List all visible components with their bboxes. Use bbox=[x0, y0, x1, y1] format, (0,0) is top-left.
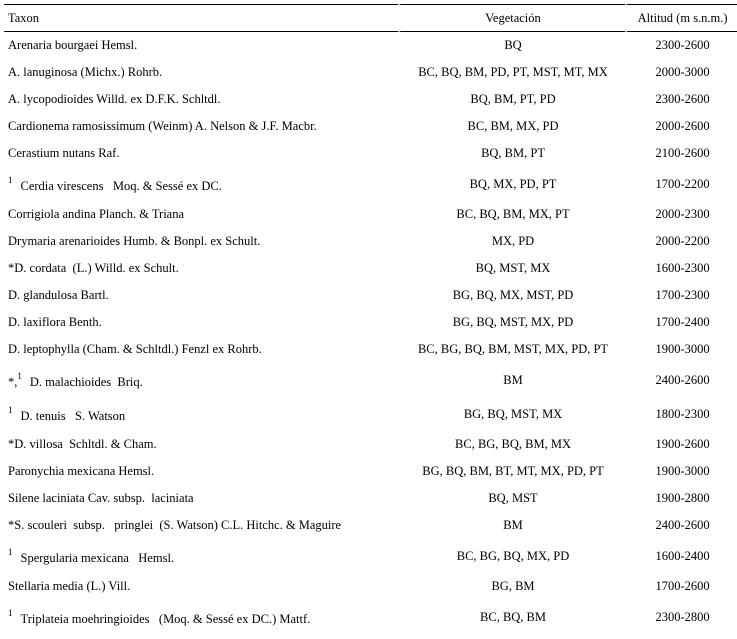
footnote-marker: 1 bbox=[17, 370, 22, 381]
cell-taxon bbox=[4, 86, 398, 113]
table-row bbox=[4, 113, 737, 140]
taxon-prefix: *, bbox=[8, 374, 18, 389]
cell-altitude: 2300-2600 bbox=[625, 86, 737, 113]
cell-altitude: 2000-2200 bbox=[625, 228, 737, 255]
table-row bbox=[4, 282, 737, 309]
table-row bbox=[4, 228, 737, 255]
cell-vegetation: BC, BQ, BM, PD, PT, MST, MT, MX bbox=[398, 59, 625, 86]
taxon-name: Triplateia moehringioides (Moq. & Sessé ex DC.) Mattf. bbox=[20, 611, 311, 626]
table-row bbox=[4, 255, 737, 282]
cell-vegetation: BG, BQ, BM, BT, MT, MX, PD, PT bbox=[398, 458, 625, 485]
cell-altitude: 1700-2300 bbox=[625, 282, 737, 309]
cell-altitude: 2000-3000 bbox=[625, 59, 737, 86]
cell-altitude: 1700-2400 bbox=[625, 309, 737, 336]
table-row bbox=[4, 431, 737, 458]
cell-vegetation: BQ, MX, PD, PT bbox=[398, 167, 625, 201]
cell-altitude: 2100-2600 bbox=[625, 140, 737, 167]
taxon-name: D. laxiflora Benth. bbox=[8, 315, 102, 329]
taxon-name: *D. villosa Schltdl. & Cham. bbox=[8, 437, 157, 451]
table-row bbox=[4, 573, 737, 600]
cell-vegetation: MX, PD bbox=[398, 228, 625, 255]
taxon-name: Silene laciniata Cav. subsp. laciniata bbox=[8, 491, 194, 505]
cell-taxon bbox=[4, 228, 398, 255]
table-row bbox=[4, 140, 737, 167]
taxon-name: Cardionema ramosissimum (Weinm) A. Nelson & J.F. Macbr. bbox=[8, 119, 317, 133]
taxon-name: *D. cordata (L.) Willd. ex Schult. bbox=[8, 261, 179, 275]
cell-taxon bbox=[4, 140, 398, 167]
footnote-marker: 1 bbox=[8, 546, 13, 557]
cell-vegetation: BC, BG, BQ, MX, PD bbox=[398, 539, 625, 573]
cell-taxon bbox=[4, 363, 398, 397]
cell-altitude: 1800-2300 bbox=[625, 397, 737, 431]
cell-taxon bbox=[4, 309, 398, 336]
table-row bbox=[4, 485, 737, 512]
cell-taxon bbox=[4, 282, 398, 309]
cell-altitude: 1700-2600 bbox=[625, 573, 737, 600]
table-row bbox=[4, 86, 737, 113]
cell-taxon bbox=[4, 113, 398, 140]
table-row bbox=[4, 167, 737, 201]
cell-vegetation: BQ, BM, PT, PD bbox=[398, 86, 625, 113]
cell-altitude: 1900-2800 bbox=[625, 485, 737, 512]
cell-taxon bbox=[4, 32, 398, 59]
cell-altitude: 2300-2800 bbox=[625, 600, 737, 634]
taxon-name: D. leptophylla (Cham. & Schltdl.) Fenzl ex Rohrb. bbox=[8, 342, 262, 356]
table-body bbox=[4, 32, 737, 634]
table-row bbox=[4, 309, 737, 336]
cell-vegetation: BQ, MST bbox=[398, 485, 625, 512]
cell-taxon bbox=[4, 59, 398, 86]
cell-altitude: 2300-2600 bbox=[625, 32, 737, 59]
cell-taxon bbox=[4, 201, 398, 228]
cell-altitude: 2000-2600 bbox=[625, 113, 737, 140]
cell-vegetation: BG, BQ, MST, MX bbox=[398, 397, 625, 431]
taxon-name: A. lycopodioides Willd. ex D.F.K. Schltdl. bbox=[8, 92, 221, 106]
table-row bbox=[4, 539, 737, 573]
cell-taxon bbox=[4, 431, 398, 458]
cell-vegetation: BC, BG, BQ, BM, MX bbox=[398, 431, 625, 458]
taxon-name: Paronychia mexicana Hemsl. bbox=[8, 464, 155, 478]
taxon-name: *S. scouleri subsp. pringlei (S. Watson) C.L. Hitchc. & Maguire bbox=[8, 518, 342, 532]
footnote-marker: 1 bbox=[8, 404, 13, 415]
cell-altitude: 2400-2600 bbox=[625, 363, 737, 397]
cell-taxon bbox=[4, 336, 398, 363]
cell-altitude: 2000-2300 bbox=[625, 201, 737, 228]
cell-altitude: 1700-2200 bbox=[625, 167, 737, 201]
cell-vegetation: BQ, BM, PT bbox=[398, 140, 625, 167]
header-altitude: Altitud (m s.n.m.) bbox=[625, 4, 737, 32]
cell-altitude: 1600-2300 bbox=[625, 255, 737, 282]
cell-vegetation: BQ, MST, MX bbox=[398, 255, 625, 282]
table-row bbox=[4, 600, 737, 634]
taxon-name: D. glandulosa Bartl. bbox=[8, 288, 109, 302]
cell-vegetation: BC, BM, MX, PD bbox=[398, 113, 625, 140]
cell-altitude: 1600-2400 bbox=[625, 539, 737, 573]
cell-taxon bbox=[4, 573, 398, 600]
taxon-name: Corrigiola andina Planch. & Triana bbox=[8, 207, 185, 221]
header-vegetation: Vegetación bbox=[398, 4, 625, 32]
cell-altitude: 1900-3000 bbox=[625, 336, 737, 363]
table-row bbox=[4, 201, 737, 228]
taxon-name: Drymaria arenarioides Humb. & Bonpl. ex Schult. bbox=[8, 234, 261, 248]
cell-taxon bbox=[4, 255, 398, 282]
table-row bbox=[4, 458, 737, 485]
cell-vegetation: BG, BM bbox=[398, 573, 625, 600]
cell-vegetation: BQ bbox=[398, 32, 625, 59]
cell-vegetation: BC, BG, BQ, BM, MST, MX, PD, PT bbox=[398, 336, 625, 363]
taxon-name: D. malachioides Briq. bbox=[29, 374, 143, 389]
taxon-name: Stellaria media (L.) Vill. bbox=[8, 579, 131, 593]
cell-vegetation: BG, BQ, MX, MST, PD bbox=[398, 282, 625, 309]
footnote-marker: 1 bbox=[8, 174, 13, 185]
cell-taxon bbox=[4, 485, 398, 512]
cell-vegetation: BG, BQ, MST, MX, PD bbox=[398, 309, 625, 336]
header-row bbox=[4, 4, 737, 32]
table-row bbox=[4, 336, 737, 363]
cell-taxon bbox=[4, 167, 398, 201]
cell-vegetation: BM bbox=[398, 512, 625, 539]
taxon-name: D. tenuis S. Watson bbox=[20, 408, 126, 423]
species-table bbox=[4, 4, 737, 634]
table-row bbox=[4, 59, 737, 86]
taxon-name: Spergularia mexicana Hemsl. bbox=[20, 550, 175, 565]
table-row bbox=[4, 32, 737, 59]
table-row bbox=[4, 397, 737, 431]
cell-taxon bbox=[4, 397, 398, 431]
taxon-name: Cerastium nutans Raf. bbox=[8, 146, 120, 160]
cell-vegetation: BC, BQ, BM, MX, PT bbox=[398, 201, 625, 228]
header-taxon: Taxon bbox=[4, 4, 398, 32]
cell-altitude: 2400-2600 bbox=[625, 512, 737, 539]
cell-vegetation: BM bbox=[398, 363, 625, 397]
table-row bbox=[4, 363, 737, 397]
cell-altitude: 1900-2600 bbox=[625, 431, 737, 458]
cell-taxon bbox=[4, 539, 398, 573]
cell-taxon bbox=[4, 512, 398, 539]
table-row bbox=[4, 512, 737, 539]
taxon-name: Arenaria bourgaei Hemsl. bbox=[8, 38, 138, 52]
cell-taxon bbox=[4, 458, 398, 485]
cell-vegetation: BC, BQ, BM bbox=[398, 600, 625, 634]
taxon-name: Cerdia virescens Moq. & Sessé ex DC. bbox=[20, 178, 222, 193]
cell-altitude: 1900-3000 bbox=[625, 458, 737, 485]
cell-taxon bbox=[4, 600, 398, 634]
footnote-marker: 1 bbox=[8, 607, 13, 618]
taxon-name: A. lanuginosa (Michx.) Rohrb. bbox=[8, 65, 163, 79]
